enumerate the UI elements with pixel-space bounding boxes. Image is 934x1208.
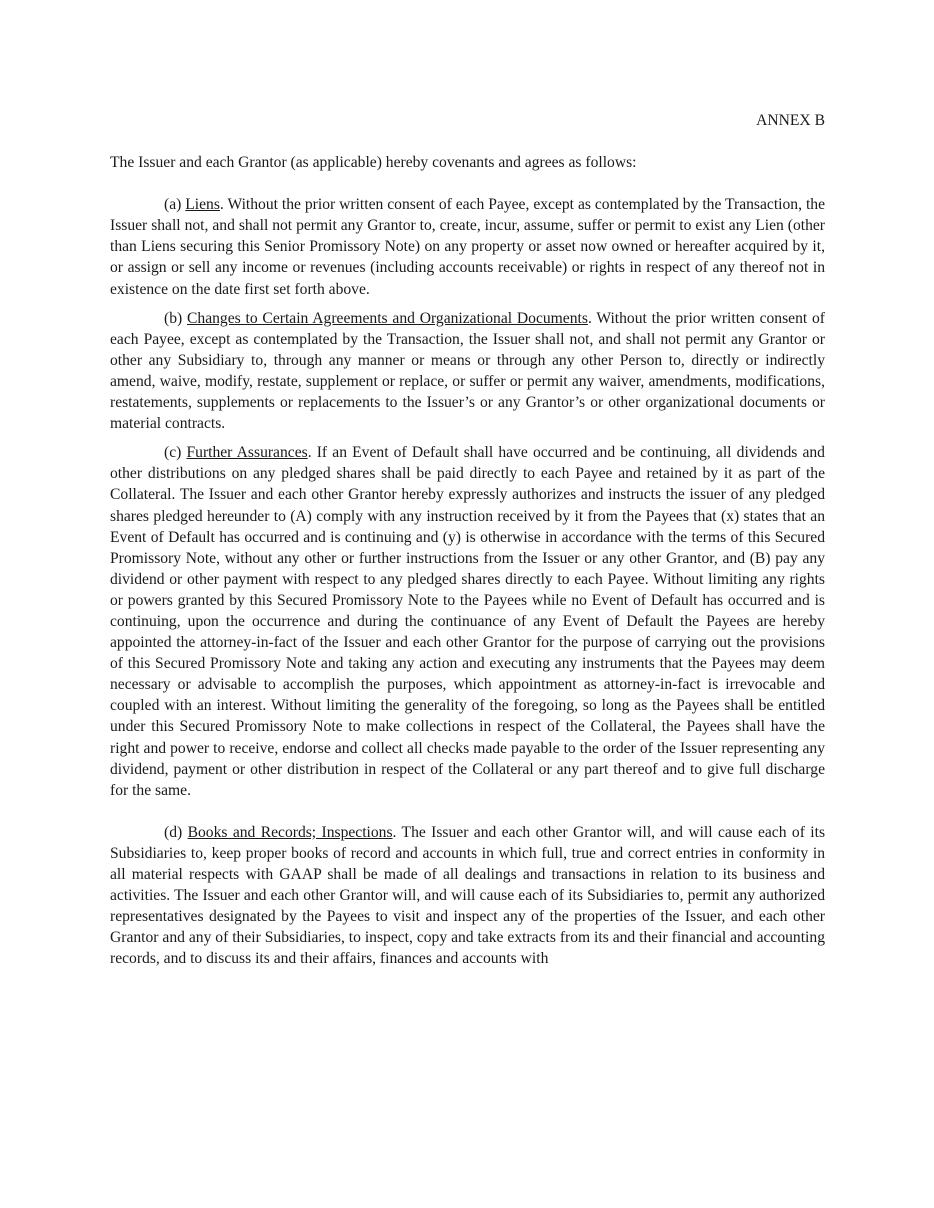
section-body: . If an Event of Default shall have occurred and be continuing, all dividends and other distributions on any pledged shares shall be paid directly to each Payee and retained by it as part of the Collateral. The Issuer and each other Grantor hereby expressly authorizes and instructs the issuer of any pledged shares pledged hereunder to (A) comply with any instruction received by it from the Payees that (x) states that an Event of Default has occurred and is continuing and (y) is otherwise in accordance with the terms of this Secured Promissory Note, without any other or further instructions from the Issuer or any other Grantor, and (B) pay any dividend or other payment with respect to any pledged shares directly to each Payee. Without limiting any rights or powers granted by this Secured Promissory Note to the Payees while no Event of Default has occurred and is continuing, upon the occurrence and during the continuance of any Event of Default the Payees are hereby appointed the attorney-in-fact of the Issuer and each other Grantor for the purpose of carrying out the provisions of this Secured Promissory Note and taking any action and executing any instruments that the Payees may deem necessary or advisable to accomplish the purposes, which appointment as attorney-in-fact is irrevocable and coupled with an interest. Without limiting the generality of the foregoing, so long as the Payees shall be entitled under this Secured Promissory Note to make collections in respect of the Collateral, the Payees shall have the right and power to receive, endorse and collect all checks made payable to the order of the Issuer representing any dividend, payment or other distribution in respect of the Collateral or any part thereof and to give full discharge for the same.	[110, 444, 825, 799]
section-d-books-records	[110, 822, 825, 970]
section-marker: (c)	[164, 444, 182, 462]
section-a-liens	[110, 194, 825, 299]
section-body: . The Issuer and each other Grantor will, and will cause each of its Subsidiaries to, keep proper books of record and accounts in which full, true and correct entries in conformity in all material respects with GAAP shall be made of all dealings and transactions in relation to its business and activities. The Issuer and each other Grantor will, and will cause each of its Subsidiaries to, permit any authorized representatives designated by the Payees to visit and inspect any of the properties of the Issuer, and each other Grantor and any of their Subsidiaries, to inspect, copy and take extracts from its and their financial and accounting records, and to discuss its and their affairs, finances and accounts with	[110, 823, 826, 968]
intro-paragraph: The Issuer and each Grantor (as applicable) hereby covenants and agrees as follows:	[110, 154, 637, 172]
section-marker: (b)	[164, 309, 183, 327]
section-body: . Without the prior written consent of each Payee, except as contemplated by the Transaction, the Issuer shall not, and shall not permit any Grantor or other any Subsidiary to, through any manner or means or through any other Person to, directly or indirectly amend, waive, modify, restate, supplement or replace, or suffer or permit any waiver, amendments, modifications, restatements, supplements or replacements to the Issuer’s or any Grantor’s or other organizational documents or material contracts.	[110, 309, 825, 433]
section-heading: Liens	[185, 196, 220, 214]
document-page	[110, 110, 825, 969]
section-b-changes	[110, 308, 825, 435]
section-marker: (d)	[164, 823, 183, 841]
section-body: . Without the prior written consent of each Payee, except as contemplated by the Transaction, the Issuer shall not, and shall not permit any Grantor to, create, incur, assume, suffer or permit to exist any Lien (other than Liens securing this Senior Promissory Note) on any property or asset now owned or hereafter acquired by it, or assign or sell any income or revenues (including accounts receivable) or rights in respect of any thereof not in existence on the date first set forth above.	[110, 196, 825, 298]
section-heading: Further Assurances	[186, 444, 308, 462]
section-marker: (a)	[164, 196, 182, 214]
section-heading: Changes to Certain Agreements and Organizational Documents	[187, 309, 588, 327]
section-c-further-assurances	[110, 442, 825, 801]
annex-label: ANNEX B	[756, 112, 825, 129]
section-heading: Books and Records; Inspections	[187, 823, 393, 841]
